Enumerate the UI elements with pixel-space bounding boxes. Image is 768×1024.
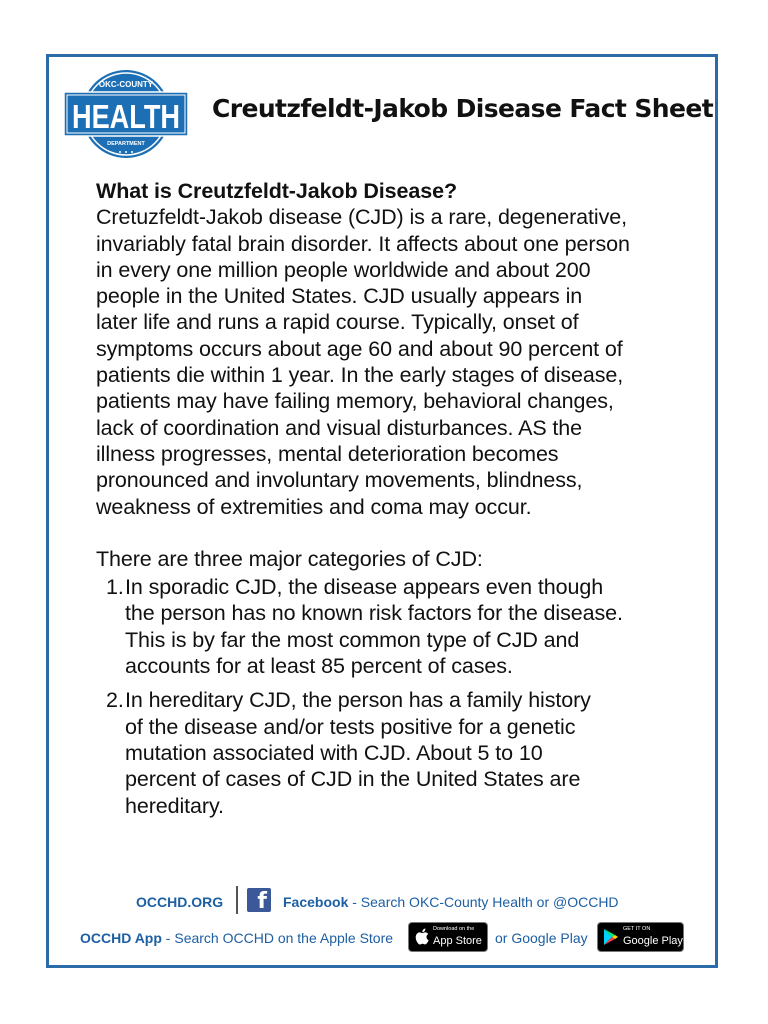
website-link[interactable]: OCCHD.ORG <box>136 894 224 910</box>
paragraph-line: in every one million people worldwide and about 200 <box>96 257 591 282</box>
logo-top-text: OKC-COUNTY <box>98 80 154 89</box>
app-info <box>80 930 393 946</box>
list-line: In sporadic CJD, the disease appears even though <box>125 575 604 600</box>
list-line: percent of cases of CJD in the United States are <box>125 767 581 792</box>
paragraph-line: people in the United States. CJD usually appears in <box>96 284 583 309</box>
paragraph-line: invariably fatal brain disorder. It affects about one person <box>96 231 630 256</box>
footer-divider <box>236 886 238 914</box>
paragraph-line: patients may have failing memory, behavioral changes, <box>96 389 614 414</box>
facebook-link[interactable] <box>283 894 619 910</box>
footer-links-row <box>0 886 768 920</box>
paragraph-line: pronounced and involuntary movements, blindness, <box>96 468 583 493</box>
paragraph-line: later life and runs a rapid course. Typically, onset of <box>96 310 579 335</box>
list-line: hereditary. <box>125 793 224 818</box>
app-store-small-text: Download on the <box>433 926 475 932</box>
list-line: the person has no known risk factors for the disease. <box>125 601 623 626</box>
main-content <box>96 178 696 819</box>
paragraph-line: patients die within 1 year. In the early stages of disease, <box>96 363 624 388</box>
logo-main-text: HEALTH <box>72 98 180 135</box>
categories-intro: There are three major categories of CJD: <box>96 546 483 571</box>
facebook-icon[interactable]: f <box>247 888 271 912</box>
app-store-text: App Store <box>433 935 482 947</box>
list-number: 2. <box>106 688 124 713</box>
google-play-text: Google Play <box>623 935 683 947</box>
app-label: OCCHD App <box>80 930 162 946</box>
list-line: accounts for at least 85 percent of cases. <box>125 654 513 679</box>
categories-list <box>96 574 696 819</box>
footer-app-row <box>0 922 768 954</box>
okc-county-health-logo <box>62 68 190 160</box>
logo-bottom-text: DEPARTMENT <box>107 141 145 147</box>
google-play-icon <box>604 929 618 945</box>
or-google-play-text: or Google Play <box>495 930 588 946</box>
section-heading: What is Creutzfeldt-Jakob Disease? <box>96 179 457 203</box>
intro-paragraph <box>96 204 696 520</box>
facebook-label: Facebook <box>283 894 349 910</box>
list-line: of the disease and/or tests positive for a genetic <box>125 714 576 739</box>
paragraph-line: weakness of extremities and coma may occur. <box>96 494 532 519</box>
app-store-badge[interactable] <box>408 922 488 952</box>
page-title: Creutzfeldt-Jakob Disease Fact Sheet <box>212 94 714 123</box>
list-item <box>96 574 696 679</box>
google-play-badge[interactable] <box>597 922 684 952</box>
list-number: 1. <box>106 575 124 600</box>
google-play-small-text: GET IT ON <box>623 926 651 932</box>
list-line: mutation associated with CJD. About 5 to 10 <box>125 740 543 765</box>
paragraph-line: lack of coordination and visual disturbances. AS the <box>96 415 583 440</box>
list-line: In hereditary CJD, the person has a family history <box>125 688 591 713</box>
facebook-text: - Search OKC-County Health or @OCCHD <box>348 894 619 910</box>
app-text: - Search OCCHD on the Apple Store <box>161 930 394 946</box>
paragraph-line: illness progresses, mental deterioration becomes <box>96 441 559 466</box>
list-line: This is by far the most common type of CJD and <box>125 627 580 652</box>
paragraph-line: symptoms occurs about age 60 and about 90 percent of <box>96 336 623 361</box>
apple-icon <box>415 928 429 945</box>
paragraph-line: Cretuzfeldt-Jakob disease (CJD) is a rare, degenerative, <box>96 205 627 230</box>
list-item <box>96 687 696 818</box>
